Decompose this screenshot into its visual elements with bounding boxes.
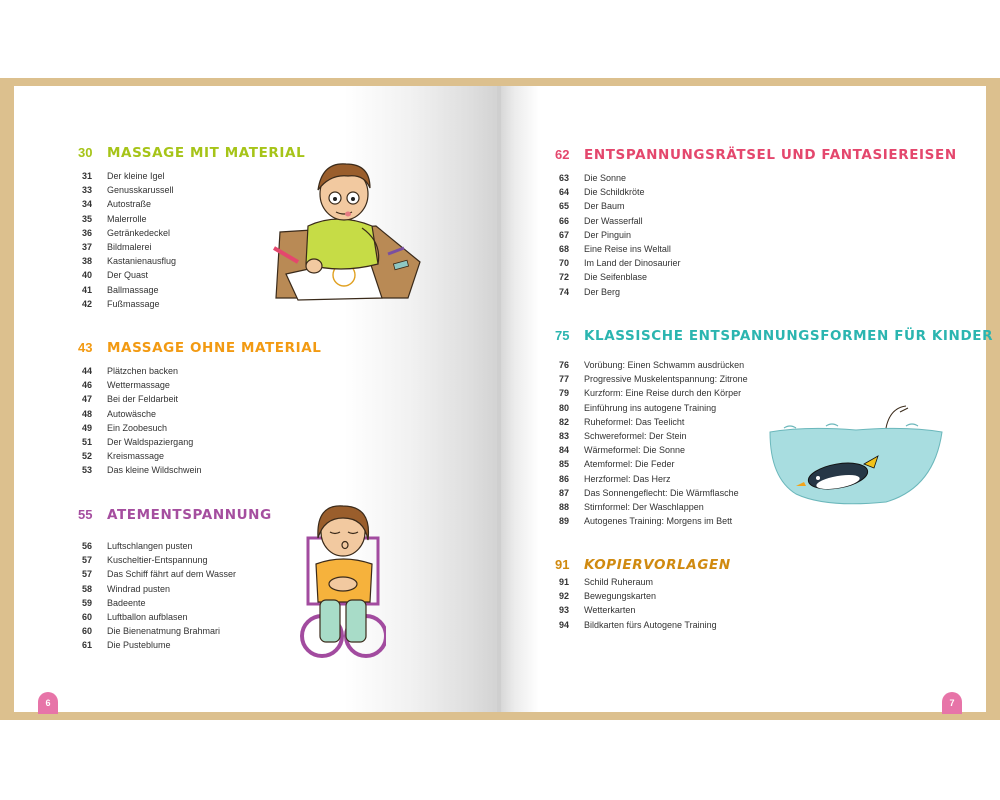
toc-entry (555, 171, 957, 185)
toc-page-number: 60 (82, 612, 93, 623)
toc-page-number: 34 (82, 199, 93, 210)
book-gutter (497, 86, 501, 712)
toc-section-entspannungsraetsel (555, 147, 957, 299)
toc-entry (78, 610, 272, 624)
toc-entry-label: Vorübung: Einen Schwamm ausdrücken (584, 360, 745, 371)
toc-entry-label: Bei der Feldarbeit (107, 394, 179, 405)
toc-entry (555, 603, 731, 617)
toc-entry (555, 514, 993, 528)
toc-entry-label: Schild Ruheraum (584, 577, 654, 588)
toc-entry-label: Bewegungskarten (584, 591, 657, 602)
toc-entry-label: Badeente (107, 597, 146, 608)
toc-entry (78, 407, 322, 421)
toc-list (78, 364, 322, 478)
toc-entry (78, 364, 322, 378)
toc-entry (555, 242, 957, 256)
toc-entry-label: Der Baum (584, 201, 625, 212)
toc-entry-label: Atemformel: Die Feder (584, 459, 675, 470)
toc-entry-label: Autostraße (107, 199, 152, 210)
section-number: 30 (78, 145, 93, 160)
toc-entry-label: Der Pinguin (584, 229, 632, 240)
toc-page-number: 61 (82, 640, 93, 651)
toc-page-number: 74 (559, 286, 570, 297)
section-title: KLASSISCHE ENTSPANNUNGSFORMEN FÜR KINDER (584, 328, 994, 344)
toc-entry (78, 553, 272, 567)
toc-entry-label: Malerrolle (107, 213, 147, 224)
toc-entry-label: Autogenes Training: Morgens im Bett (584, 516, 733, 527)
toc-page-number: 77 (559, 374, 570, 385)
section-number: 43 (78, 340, 93, 355)
toc-list (555, 171, 957, 299)
section-title: KOPIERVORLAGEN (584, 557, 731, 573)
section-title: ATEMENTSPANNUNG (107, 507, 272, 523)
toc-entry-label: Kreismassage (107, 451, 165, 462)
toc-page-number: 82 (559, 416, 570, 427)
toc-entry (555, 358, 993, 372)
section-title: ENTSPANNUNGSRÄTSEL UND FANTASIEREISEN (584, 147, 957, 163)
section-title: MASSAGE MIT MATERIAL (107, 145, 306, 161)
toc-page-number: 58 (82, 583, 93, 594)
toc-page-number: 60 (82, 626, 93, 637)
section-number: 55 (78, 507, 93, 522)
toc-entry-label: Kurzform: Eine Reise durch den Körper (584, 388, 742, 399)
toc-page-number: 56 (82, 541, 93, 552)
toc-entry-label: Plätzchen backen (107, 366, 179, 377)
toc-entry-label: Die Schildkröte (584, 187, 645, 198)
toc-page-number: 37 (82, 242, 93, 253)
toc-page-number: 44 (82, 366, 93, 377)
toc-page-number: 86 (559, 473, 570, 484)
toc-page-number: 67 (559, 229, 570, 240)
toc-page-number: 36 (82, 227, 93, 238)
toc-entry (555, 285, 957, 299)
toc-page-number: 47 (82, 394, 93, 405)
toc-page-number: 68 (559, 244, 570, 255)
toc-entry (555, 589, 731, 603)
toc-entry (78, 435, 322, 449)
toc-entry-label: Wärmeformel: Die Sonne (584, 445, 686, 456)
toc-page-number: 41 (82, 284, 93, 295)
toc-page-number: 63 (559, 173, 570, 184)
toc-entry (78, 392, 322, 406)
toc-entry-label: Die Pusteblume (107, 640, 171, 651)
toc-page-number: 42 (82, 298, 93, 309)
toc-entry (78, 582, 272, 596)
toc-page-number: 76 (559, 360, 570, 371)
toc-entry-label: Die Sonne (584, 173, 627, 184)
toc-entry-label: Der Wasserfall (584, 215, 643, 226)
toc-page-number: 66 (559, 215, 570, 226)
toc-entry-label: Der Waldspaziergang (107, 437, 194, 448)
toc-entry (555, 256, 957, 270)
toc-entry-label: Autowäsche (107, 408, 157, 419)
toc-entry-label: Im Land der Dinosaurier (584, 258, 681, 269)
toc-entry (78, 421, 322, 435)
toc-entry-label: Ein Zoobesuch (107, 422, 168, 433)
toc-entry-label: Die Bienenatmung Brahmari (107, 626, 221, 637)
toc-entry (555, 214, 957, 228)
toc-page-number: 72 (559, 272, 570, 283)
toc-entry-label: Wettermassage (107, 380, 170, 391)
page-number-left: 6 (38, 692, 58, 714)
toc-section-atementspannung (78, 507, 272, 653)
toc-entry-label: Windrad pusten (107, 583, 171, 594)
toc-page-number: 38 (82, 256, 93, 267)
toc-list (78, 539, 272, 653)
toc-entry (78, 449, 322, 463)
toc-page-number: 51 (82, 437, 93, 448)
toc-entry-label: Getränkedeckel (107, 227, 171, 238)
toc-entry (78, 638, 272, 652)
toc-page-number: 87 (559, 487, 570, 498)
toc-page-number: 33 (82, 185, 93, 196)
toc-entry-label: Der kleine Igel (107, 171, 165, 182)
toc-page-number: 92 (559, 591, 570, 602)
toc-entry-label: Luftschlangen pusten (107, 541, 193, 552)
toc-entry-label: Der Berg (584, 286, 621, 297)
toc-entry-label: Herzformel: Das Herz (584, 473, 671, 484)
toc-entry-label: Bildkarten fürs Autogene Training (584, 619, 717, 630)
toc-page-number: 79 (559, 388, 570, 399)
toc-entry (555, 270, 957, 284)
toc-entry (78, 596, 272, 610)
toc-entry-label: Das Schiff fährt auf dem Wasser (107, 569, 237, 580)
toc-entry-label: Stirnformel: Der Waschlappen (584, 501, 704, 512)
section-number: 91 (555, 557, 570, 572)
toc-entry-label: Eine Reise ins Weltall (584, 244, 671, 255)
toc-page-number: 52 (82, 451, 93, 462)
toc-entry (555, 618, 731, 632)
toc-entry (555, 199, 957, 213)
section-number: 62 (555, 147, 570, 162)
child-drawing-illustration (268, 152, 424, 302)
toc-page-number: 93 (559, 605, 570, 616)
toc-page-number: 70 (559, 258, 570, 269)
toc-page-number: 53 (82, 465, 93, 476)
toc-entry (555, 575, 731, 589)
toc-entry (78, 624, 272, 638)
toc-entry-label: Der Quast (107, 270, 149, 281)
toc-entry (555, 228, 957, 242)
toc-page-number: 89 (559, 516, 570, 527)
toc-entry-label: Das kleine Wildschwein (107, 465, 202, 476)
toc-entry-label: Progressive Muskelentspannung: Zitrone (584, 374, 748, 385)
toc-entry-label: Ballmassage (107, 284, 159, 295)
toc-entry-label: Fußmassage (107, 298, 160, 309)
toc-entry (78, 378, 322, 392)
toc-section-kopiervorlagen (555, 557, 731, 632)
toc-page-number: 40 (82, 270, 93, 281)
toc-page-number: 31 (82, 171, 93, 182)
toc-entry-label: Ruheformel: Das Teelicht (584, 416, 685, 427)
toc-entry (555, 185, 957, 199)
toc-page-number: 57 (82, 555, 93, 566)
toc-page-number: 83 (559, 431, 570, 442)
penguin-swimming-illustration (766, 398, 946, 508)
toc-entry-label: Einführung ins autogene Training (584, 402, 717, 413)
toc-entry-label: Das Sonnengeflecht: Die Wärmflasche (584, 487, 739, 498)
toc-page-number: 64 (559, 187, 570, 198)
toc-page-number: 35 (82, 213, 93, 224)
toc-page-number: 80 (559, 402, 570, 413)
toc-page-number: 57 (82, 569, 93, 580)
toc-page-number: 46 (82, 380, 93, 391)
toc-entry-label: Wetterkarten (584, 605, 636, 616)
toc-page-number: 49 (82, 422, 93, 433)
toc-entry (78, 567, 272, 581)
toc-entry (555, 372, 993, 386)
toc-section-massage-ohne-material (78, 340, 322, 478)
toc-entry (78, 539, 272, 553)
toc-page-number: 65 (559, 201, 570, 212)
toc-entry-label: Kuscheltier-Entspannung (107, 555, 208, 566)
child-wheelchair-illustration (300, 498, 386, 660)
toc-entry-label: Die Seifenblase (584, 272, 648, 283)
toc-list (555, 575, 731, 632)
toc-entry-label: Kastanienausflug (107, 256, 177, 267)
toc-entry-label: Luftballon aufblasen (107, 612, 188, 623)
toc-page-number: 84 (559, 445, 570, 456)
section-title: MASSAGE OHNE MATERIAL (107, 340, 322, 356)
toc-entry-label: Schwereformel: Der Stein (584, 431, 687, 442)
toc-page-number: 85 (559, 459, 570, 470)
toc-page-number: 91 (559, 577, 570, 588)
section-number: 75 (555, 328, 570, 343)
toc-entry (78, 463, 322, 477)
toc-page-number: 88 (559, 501, 570, 512)
toc-page-number: 94 (559, 619, 570, 630)
toc-entry-label: Genusskarussell (107, 185, 174, 196)
toc-page-number: 48 (82, 408, 93, 419)
toc-entry-label: Bildmalerei (107, 242, 152, 253)
page-number-right: 7 (942, 692, 962, 714)
toc-page-number: 59 (82, 597, 93, 608)
